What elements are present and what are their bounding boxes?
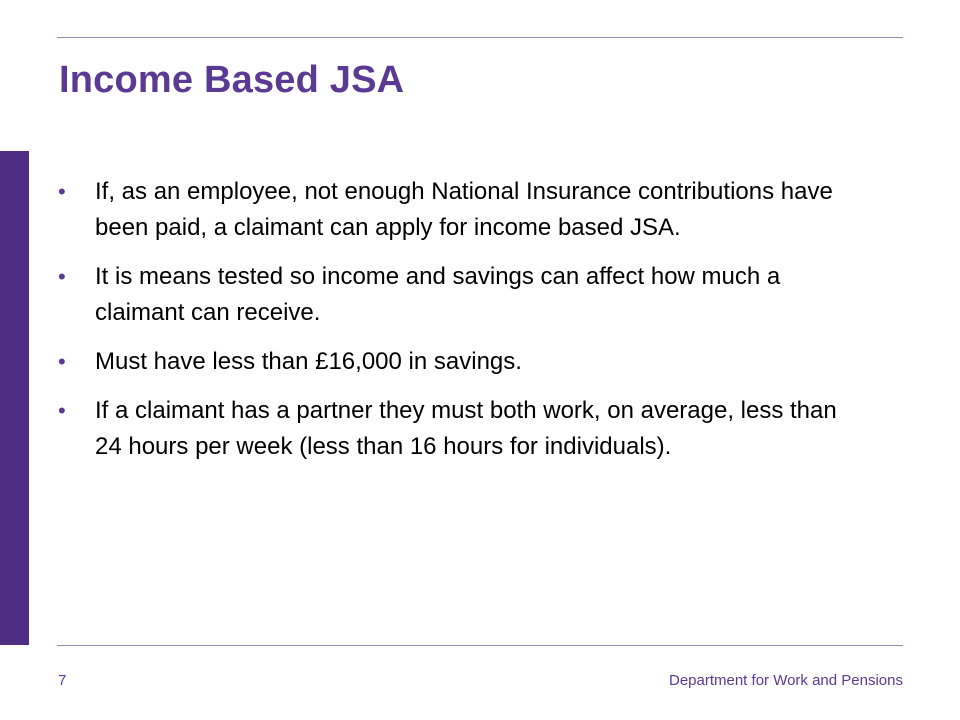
bullet-text: If, as an employee, not enough National Insurance contributions have been paid, a claimant can apply for income based JSA. (95, 178, 833, 241)
bullet-icon: • (58, 349, 66, 374)
top-divider (57, 37, 903, 38)
bullet-item (58, 393, 838, 465)
bullet-list (58, 174, 838, 478)
bullet-icon: • (58, 179, 66, 204)
bullet-item (58, 174, 838, 246)
bullet-text: It is means tested so income and savings can affect how much a claimant can receive. (95, 263, 781, 326)
bullet-item (58, 344, 838, 380)
bullet-text: Must have less than £16,000 in savings. (95, 348, 522, 375)
bullet-icon: • (58, 264, 66, 289)
bullet-item (58, 259, 838, 331)
side-accent-bar (0, 151, 29, 645)
bullet-icon: • (58, 398, 66, 423)
page-number: 7 (58, 672, 67, 689)
bullet-text: If a claimant has a partner they must both work, on average, less than 24 hours per week (less than 16 hours for individuals). (95, 397, 837, 460)
bottom-divider (57, 645, 903, 646)
organisation-name: Department for Work and Pensions (668, 672, 903, 689)
slide-title: Income Based JSA (59, 59, 405, 101)
